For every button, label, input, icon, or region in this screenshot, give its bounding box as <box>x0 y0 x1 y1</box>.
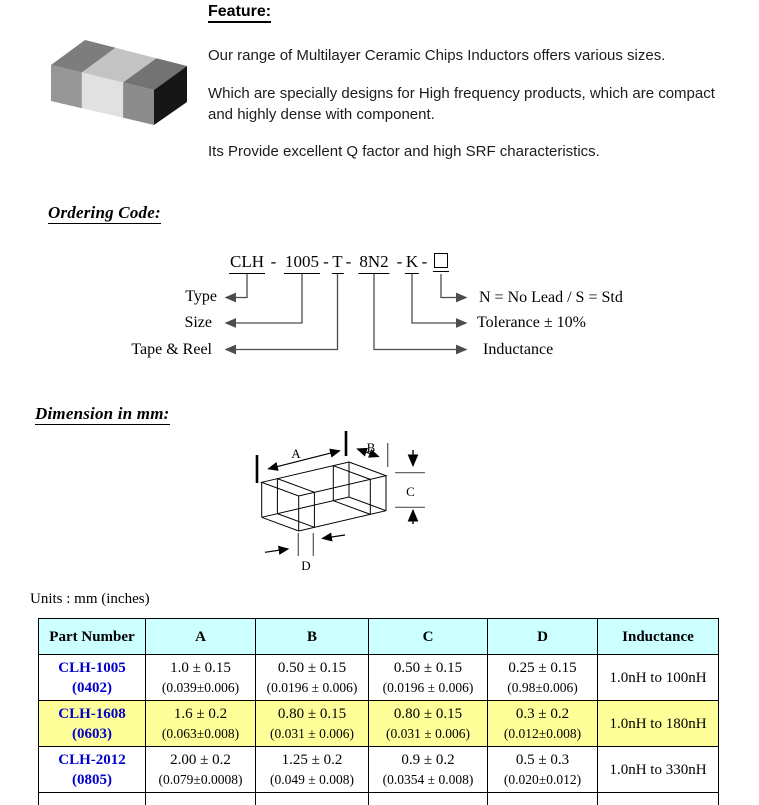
part-number: CLH-1608 <box>58 705 126 722</box>
dim-b-in: (0.049 ± 0.008) <box>270 771 354 787</box>
dim-label-c: C <box>406 484 415 499</box>
col-header-a: A <box>146 619 256 655</box>
part-number: CLH-1005 <box>58 659 126 676</box>
dim-c-annotation <box>395 450 425 524</box>
wireframe-box <box>262 462 386 531</box>
ordering-label-tape-reel: Tape & Reel <box>131 341 212 358</box>
ordering-label-inductance: Inductance <box>483 341 554 358</box>
size-code: (0402) <box>72 679 112 696</box>
dim-d-mm: 0.3 ± 0.2 <box>515 705 570 722</box>
ordering-code-placeholder-box <box>433 253 449 272</box>
size-code: (0805) <box>72 771 112 788</box>
dimension-heading-text: Dimension in mm: <box>35 404 170 423</box>
dim-a-mm: 1.6 ± 0.2 <box>173 705 228 722</box>
dimension-figure <box>240 425 470 577</box>
dim-a-mm: 2.00 ± 0.2 <box>170 751 231 768</box>
dim-c-mm: 0.50 ± 0.15 <box>393 659 463 676</box>
inductance-range: 1.0nH to 180nH <box>598 701 719 747</box>
col-header-d: D <box>488 619 598 655</box>
ordering-code-heading <box>48 203 161 223</box>
dim-c-mm: 0.9 ± 0.2 <box>401 751 455 768</box>
ordering-code-separator: - <box>396 252 403 271</box>
ordering-code-separator: - <box>345 252 352 271</box>
spec-table <box>38 618 719 805</box>
dim-b-in: (0.0196 ± 0.006) <box>266 679 358 695</box>
ordering-code-part-size: 1005 <box>284 252 320 274</box>
feature-paragraph-2: Which are specially designs for High frequency products, which are compact and highly dense with component. <box>208 85 715 123</box>
dim-a-annotation <box>257 431 346 483</box>
col-header-part-number: Part Number <box>39 619 146 655</box>
dim-label-a: A <box>291 446 301 461</box>
ordering-label-lead: N = No Lead / S = Std <box>479 289 623 306</box>
dim-a-in: (0.039±0.006) <box>161 679 240 695</box>
dim-d-mm: 0.5 ± 0.3 <box>515 751 570 768</box>
col-header-b: B <box>256 619 369 655</box>
feature-heading-text: Feature: <box>208 3 271 23</box>
dim-a-in: (0.079±0.0008) <box>158 771 243 787</box>
col-header-inductance: Inductance <box>598 619 719 655</box>
size-code: (0603) <box>72 725 112 742</box>
dim-c-in: (0.0196 ± 0.006) <box>382 679 474 695</box>
dim-d-mm: 0.25 ± 0.15 <box>508 659 577 676</box>
dim-c-in: (0.0354 ± 0.008) <box>382 771 474 787</box>
units-note: Units : mm (inches) <box>30 591 150 607</box>
ordering-code-separator: - <box>270 252 277 271</box>
dim-b-mm: 0.50 ± 0.15 <box>277 659 347 676</box>
chip-inductor-image <box>40 30 200 135</box>
table-row-clh-1005 <box>39 655 719 701</box>
feature-heading <box>208 3 271 21</box>
table-header-row <box>39 619 719 655</box>
ordering-code-part-type: CLH <box>229 252 265 274</box>
ordering-label-tolerance: Tolerance ± 10% <box>477 314 586 331</box>
dim-b-mm: 1.25 ± 0.2 <box>281 751 343 768</box>
dim-a-mm: 1.0 ± 0.15 <box>170 659 231 676</box>
table-row-clh-1608 <box>39 701 719 747</box>
ordering-code-separator: - <box>421 252 428 271</box>
col-header-c: C <box>369 619 488 655</box>
table-row-clh-2012 <box>39 747 719 793</box>
feature-paragraph-3: Its Provide excellent Q factor and high SRF characteristics. <box>208 143 600 160</box>
ordering-label-type: Type <box>185 288 217 305</box>
dim-c-mm: 0.80 ± 0.15 <box>393 705 463 722</box>
ordering-code-heading-text: Ordering Code: <box>48 203 161 222</box>
inductance-range: 1.0nH to 330nH <box>598 747 719 793</box>
dim-label-d: D <box>301 558 311 573</box>
dim-label-b: B <box>366 440 376 455</box>
ordering-code-part-inductance: 8N2 <box>358 252 389 274</box>
dim-b-in: (0.031 ± 0.006) <box>270 725 354 741</box>
dim-c-in: (0.031 ± 0.006) <box>386 725 470 741</box>
dimension-heading <box>35 404 170 424</box>
ordering-label-size: Size <box>184 314 212 331</box>
ordering-code-part-tape: T <box>331 252 343 274</box>
feature-paragraph-1: Our range of Multilayer Ceramic Chips Inductors offers various sizes. <box>208 47 666 64</box>
ordering-code-separator: - <box>323 252 329 271</box>
dim-d-in: (0.98±0.006) <box>507 679 578 695</box>
dim-a-in: (0.063±0.008) <box>161 725 240 741</box>
part-number: CLH-2012 <box>58 751 126 768</box>
inductance-range: 1.0nH to 100nH <box>598 655 719 701</box>
table-row-partial <box>39 793 719 805</box>
dim-d-in: (0.020±0.012) <box>503 771 582 787</box>
dim-b-annotation <box>358 440 388 467</box>
dim-d-annotation <box>265 533 345 573</box>
ordering-code-part-tolerance: K <box>405 252 419 274</box>
dim-b-mm: 0.80 ± 0.15 <box>277 705 347 722</box>
dim-d-in: (0.012±0.008) <box>503 725 582 741</box>
